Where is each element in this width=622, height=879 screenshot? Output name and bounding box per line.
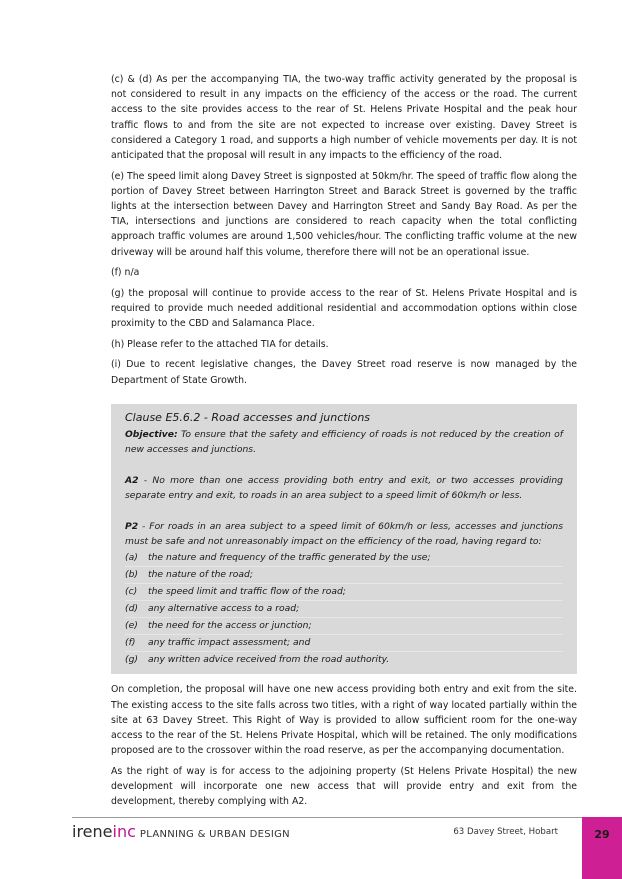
item-text: any written advice received from the road authority. [148, 654, 390, 666]
paragraph-f: (f) n/a [111, 267, 140, 279]
footer-divider [72, 817, 582, 818]
paragraph-e: (e) The speed limit along Davey Street is signposted at 50km/hr. The speed of traffic flow along the portion of Davey Street between Harrington Street and Barack Street is governed by the traffic lights at the intersection between Davey and Harrington Street and Sandy Bay Road. As per the TIA, intersections and junctions are considered to reach capacity when the total conflicting approach traffic volumes are around 1,500 vehicles/hour. The conflicting traffic volume at the new driveway will be around half this volume, therefore there will not be an operational issue. [111, 170, 577, 258]
page-number: 29 [594, 828, 610, 841]
brand-tagline: PLANNING & URBAN DESIGN [139, 829, 290, 840]
list-item [125, 652, 563, 668]
list-item [125, 584, 563, 601]
item-text: the speed limit and traffic flow of the road; [148, 586, 346, 597]
footer-address: 63 Davey Street, Hobart [453, 827, 558, 837]
item-letter: (b) [125, 568, 139, 580]
item-text: the need for the access or junction; [148, 620, 312, 632]
list-item [125, 601, 563, 618]
item-letter: (c) [125, 586, 138, 597]
item-text: any traffic impact assessment; and [148, 637, 311, 649]
page-number-tab [582, 817, 622, 879]
p2-label: P2 [125, 520, 139, 532]
item-letter: (g) [125, 654, 139, 666]
brand-logo [72, 822, 290, 845]
paragraph-compliance: As the right of way is for access to the adjoining property (St Helens Private Hospital) the new development will incorporate one new access that will provide entry and exit from the development, thereby complying with A2. [111, 765, 577, 808]
brand-inc: inc [112, 822, 136, 841]
item-letter: (e) [125, 620, 138, 632]
list-item [125, 550, 563, 567]
paragraph-completion: On completion, the proposal will have one new access providing both entry and exit from the site. The existing access to the site falls across two titles, with a right of way located partially within the site at 63 Davey Street. This Right of Way is provided to allow sufficient room for the one-way access to the rear of the St. Helens Private Hospital, which will be retained. The only modifications proposed are to the crossover within the road reserve, as per the accompanying documentation. [111, 684, 577, 757]
brand-irene: irene [72, 822, 113, 841]
clause-title: Clause E5.6.2 - Road accesses and junctions [125, 410, 371, 424]
paragraph-c-d: (c) & (d) As per the accompanying TIA, the two-way traffic activity generated by the proposal is not considered to result in any impacts on the efficiency of the access or the road. The current access to the site provides access to the rear of St. Helens Private Hospital and the peak hour traffic flows to and from the site are not expected to increase over existing. Davey Street is considered a Category 1 road, and supports a high number of vehicle movements per day. It is not anticipated that the proposal will result in any impacts to the efficiency of the road. [111, 74, 577, 162]
a2-text: - No more than one access providing both entry and exit, or two accesses providing separate entry and exit, to roads in an area subject to a speed limit of 60km/h or less. [125, 474, 563, 502]
clause-box [111, 404, 577, 675]
a2-label: A2 [125, 474, 139, 486]
item-text: the nature and frequency of the traffic generated by the use; [148, 551, 431, 563]
page-footer [72, 822, 582, 844]
item-text: any alternative access to a road; [148, 603, 300, 615]
item-letter: (d) [125, 603, 139, 615]
list-item [125, 567, 563, 584]
clause-a2 [125, 473, 563, 504]
clause-criteria-list [125, 550, 563, 669]
clause-p2 [125, 519, 563, 550]
page-content [111, 72, 577, 815]
paragraph-g: (g) the proposal will continue to provide access to the rear of St. Helens Private Hospital and is required to provide much needed additional residential and accommodation options within close proximity to the CBD and Salamanca Place. [111, 287, 577, 330]
list-item [125, 635, 563, 652]
item-text: the nature of the road; [148, 568, 253, 580]
clause-objective [125, 427, 563, 458]
item-letter: (a) [125, 551, 138, 563]
paragraph-i: (i) Due to recent legislative changes, the Davey Street road reserve is now managed by the Department of State Growth. [111, 359, 577, 386]
paragraph-h: (h) Please refer to the attached TIA for details. [111, 338, 329, 350]
list-item [125, 618, 563, 635]
objective-text: To ensure that the safety and efficiency of roads is not reduced by the creation of new accesses and junctions. [125, 428, 563, 456]
item-letter: (f) [125, 637, 136, 649]
objective-label: Objective: [125, 428, 178, 440]
p2-text: - For roads in an area subject to a speed limit of 60km/h or less, accesses and junctions must be safe and not unreasonably impact on the efficiency of the road, having regard to: [125, 520, 563, 548]
